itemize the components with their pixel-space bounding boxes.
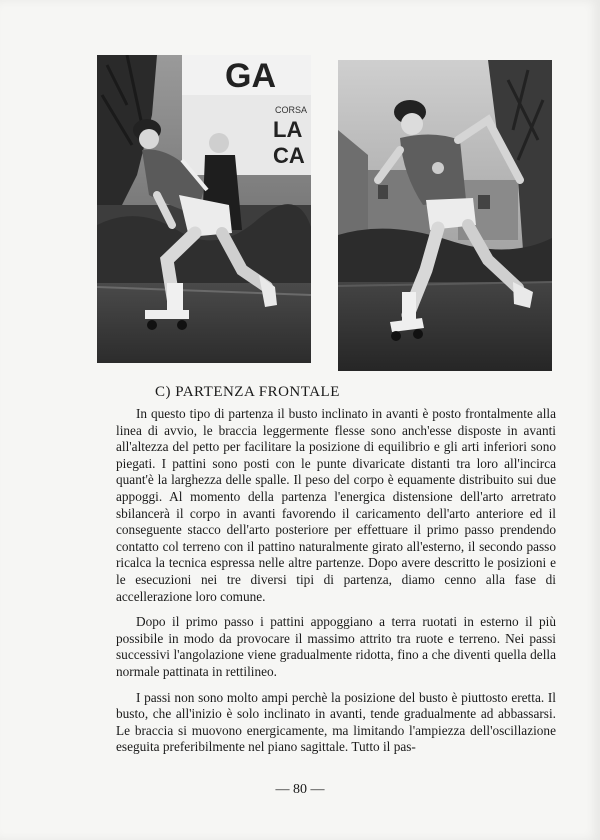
photo-skater-right [338,60,552,371]
page-number: — 80 — [275,782,325,797]
banner-line3: CA [273,143,305,168]
photo-left-image [97,55,311,363]
body-text [116,406,556,756]
sign-text: GA [225,57,276,95]
paragraph-1: In questo tipo di partenza il busto inclinato in avanti è posto frontalmente alla linea di avvio, le braccia leggermente flesse sono anch'esse disposte in avanti all'altezza del petto per facilitare la posizione di equilibrio e gli arti inferiori sono piegati. I pattini sono posti con le punte divaricate distanti tra loro all'incirca quant'è la larghezza delle spalle. Il peso del corpo è equamente distribuito sui due appoggi. Al momento della partenza l'energica distensione dell'arto arretrato sbilancerà il corpo in avanti favorendo il caricamento dell'arto anteriore ed il conseguente stacco dell'arto posteriore per effettuare il primo passo prendendo contatto col terreno con il pattino naturalmente girato all'esterno, il secondo passo ricalca la tecnica espressa nelle altre partenze. Dopo avere descritto le posizioni e le esecuzioni nei tre diversi tipi di partenza, diamo cenno alla fase di accellerazione loro comune. [116,406,556,604]
section-heading: C) PARTENZA FRONTALE [155,384,340,400]
photo-right-image [338,60,552,371]
photo-skater-left [97,55,311,363]
paragraph-2: Dopo il primo passo i pattini appoggiano a terra ruotati in esterno il più possibile in modo da provocare il massimo attrito tra ruote e terreno. Nei passi successivi l'angolazione viene gradualmente ridotta, fino a che diventi quella della normale pattinata in rettilineo. [116,614,556,679]
banner-line2: LA [273,117,303,142]
paragraph-3: I passi non sono molto ampi perchè la posizione del busto è piuttosto eretta. Il busto, che all'inizio è solo inclinato in avanti, tende gradualmente ad abbassarsi. Le braccia si muovono energicamente, ma limitando l'ampiezza dell'oscillazione eseguita preferibilmente nel piano sagittale. Tutto il pas- [116,689,556,755]
banner-line1: CORSA [275,105,308,115]
